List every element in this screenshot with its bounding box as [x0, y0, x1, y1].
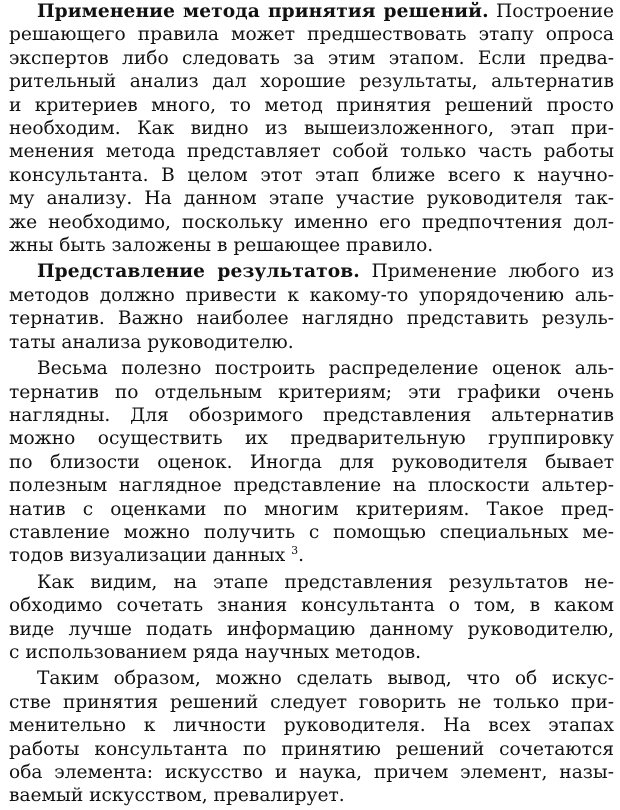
run-in-heading: Представление результатов. — [37, 261, 360, 283]
text-line: методов должно привести к какому-то упорядочению аль- — [9, 284, 614, 306]
text-line: жны быть заложены в решающее правило. — [9, 235, 434, 257]
text-line: ставление можно получить с помощью специальных ме- — [9, 521, 614, 543]
text-line: же необходимо, поскольку именно его предпочтения дол- — [9, 211, 614, 233]
footnote-marker[interactable]: 3 — [291, 544, 299, 558]
paragraph-conclusion — [9, 667, 614, 807]
text-line: оба элемента: искусство и наука, причем элемент, назы- — [9, 762, 614, 783]
text-line: Таким образом, можно сделать вывод, что об искус- — [37, 668, 614, 690]
text-line: полезным наглядное представление на плоскости альтер- — [9, 475, 614, 497]
text-line: можно осуществить их предварительную группировку — [9, 428, 614, 450]
text-line: консультанта. В целом этот этап ближе всего к научно- — [9, 164, 614, 186]
text-line: ваемый искусством, превалирует. — [9, 785, 345, 807]
text-line: Представление результатов. Применение любого из — [37, 261, 614, 283]
text-line: необходим. Как видно из вышеизложенного, этап при- — [9, 118, 614, 140]
text-line: менительно к личности руководителя. На всех этапах — [9, 715, 614, 737]
text-line: Как видим, на этапе представления результатов не- — [37, 571, 614, 593]
paragraph-decision-method — [9, 0, 614, 257]
text-line: наглядны. Для обозримого представления альтернатив — [9, 404, 614, 426]
paragraph-visualization — [9, 357, 614, 568]
text-line: таты анализа руководителю. — [9, 331, 294, 353]
paragraph-consultant-knowledge — [9, 571, 614, 665]
text-line: му анализу. На данном этапе участие руководителя так- — [9, 188, 614, 210]
text-line: по близости оценок. Иногда для руководителя бывает — [9, 451, 614, 473]
text-line: работы консультанта по принятию решений сочетаются — [9, 738, 614, 760]
text-line: с использованием ряда научных методов. — [9, 641, 422, 663]
text-line: экспертов либо следовать за этим этапом. Если предва- — [9, 47, 614, 69]
text-line: тернатив. Важно наиболее наглядно представить резуль- — [9, 308, 614, 330]
text-line: стве принятия решений следует говорить не только при- — [9, 691, 614, 713]
text-line: рительный анализ дал хорошие результаты, альтернатив — [9, 71, 614, 93]
text-line: и критериев много, то метод принятия решений просто — [9, 94, 614, 116]
text-line: Применение метода принятия решений. Построение — [37, 1, 614, 22]
text-line: натив с оценками по многим критериям. Такое пред- — [9, 498, 614, 520]
text-line: тодов визуализации данных $^3$. — [9, 544, 305, 567]
paragraph-results-presentation — [9, 260, 614, 354]
text-line: Весьма полезно построить распределение оценок аль- — [37, 358, 614, 380]
text-line: менения метода представляет собой только часть работы — [9, 141, 614, 163]
text-line: обходимо сочетать знания консультанта о том, в каком — [9, 595, 614, 617]
text-line: решающего правила может предшествовать этапу опроса — [9, 24, 614, 46]
text-line: виде лучше подать информацию данному руководителю, — [9, 618, 614, 640]
text-line: тернатив по отдельным критериям; эти графики очень — [9, 381, 614, 403]
run-in-heading: Применение метода принятия решений. — [37, 1, 489, 22]
